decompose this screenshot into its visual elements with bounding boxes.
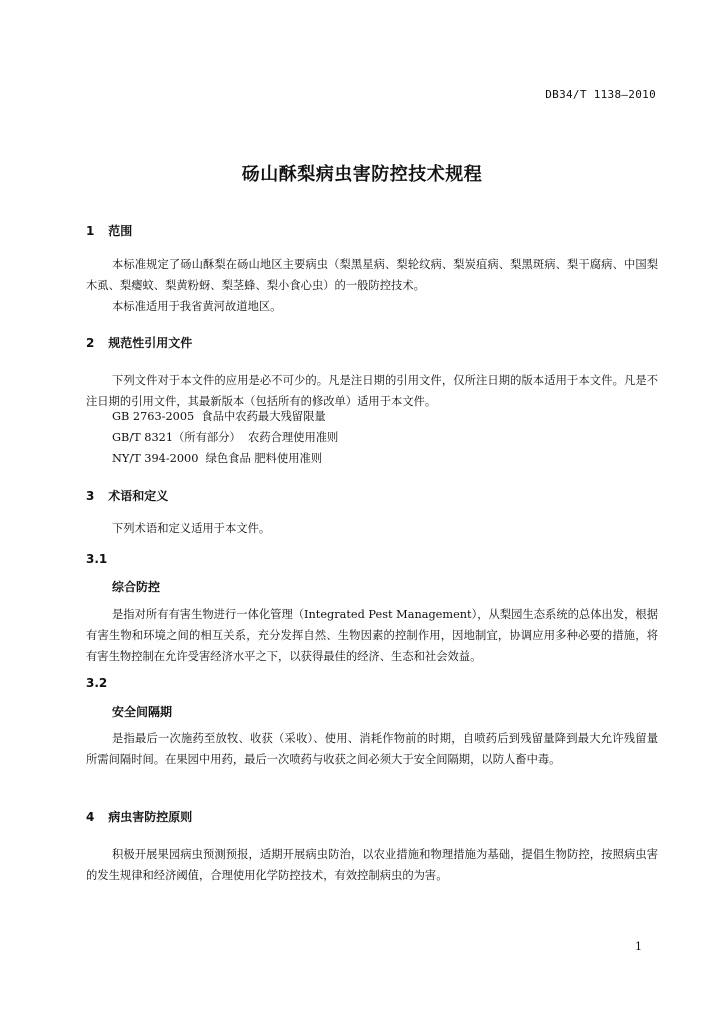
section-title: 规范性引用文件 (108, 336, 193, 350)
reference-2: GB/T 8321（所有部分） 农药合理使用准则 (112, 431, 339, 444)
section-2-heading (86, 334, 192, 351)
section-title: 范围 (108, 224, 133, 238)
section-3-paragraph-1: 下列术语和定义适用于本文件。 (112, 522, 271, 535)
reference-1: GB 2763-2005 食品中农药最大残留限量 (112, 410, 326, 423)
page-number: 1 (635, 940, 642, 953)
term-3-2-definition: 是指最后一次施药至放牧、收获（采收）、使用、消耗作物前的时期，自喷药后到残留量降到最大允许残留量所需间隔时间。在果园中用药，最后一次喷药与收获之间必须大于安全间隔期，以防人畜中毒。 (86, 732, 658, 766)
term-3-2-number: 3.2 (86, 676, 108, 690)
section-4-paragraph-1: 积极开展果园病虫预测预报，适期开展病虫防治，以农业措施和物理措施为基础，提倡生物防控，按照病虫害的发生规律和经济阈值，合理使用化学防控技术，有效控制病虫的为害。 (86, 848, 658, 882)
term-3-1-number: 3.1 (86, 552, 108, 566)
section-number: 1 (86, 224, 95, 238)
section-1-paragraph-2: 本标准适用于我省黄河故道地区。 (112, 300, 282, 313)
section-1-heading (86, 222, 132, 239)
reference-3: NY/T 394-2000 绿色食品 肥料使用准则 (112, 452, 323, 465)
section-number: 4 (86, 810, 95, 824)
document-code: DB34/T 1138—2010 (545, 88, 656, 101)
term-3-1-definition: 是指对所有有害生物进行一体化管理（Integrated Pest Management），从梨园生态系统的总体出发，根据有害生物和环境之间的相互关系，充分发挥自然、生物因素的控制作用，因地制宜，协调应用多种必要的措施，将有害生物控制在允许受害经济水平之下，以获得最佳的经济、生态和社会效益。 (86, 608, 658, 663)
section-number: 3 (86, 489, 95, 503)
section-number: 2 (86, 336, 95, 350)
section-title: 术语和定义 (108, 489, 169, 503)
term-3-1-title: 综合防控 (112, 580, 161, 594)
section-2-paragraph-1: 下列文件对于本文件的应用是必不可少的。凡是注日期的引用文件，仅所注日期的版本适用于本文件。凡是不注日期的引用文件，其最新版本（包括所有的修改单）适用于本文件。 (86, 374, 658, 408)
section-title: 病虫害防控原则 (108, 810, 193, 824)
page-title: 砀山酥梨病虫害防控技术规程 (241, 164, 483, 185)
section-3-heading (86, 487, 168, 504)
term-3-2-title: 安全间隔期 (112, 705, 173, 719)
section-4-heading (86, 808, 192, 825)
section-1-paragraph-1: 本标准规定了砀山酥梨在砀山地区主要病虫（梨黑星病、梨轮纹病、梨炭疽病、梨黑斑病、梨干腐病、中国梨木虱、梨瘿蚊、梨黄粉蚜、梨茎蜂、梨小食心虫）的一般防控技术。 (86, 258, 658, 292)
